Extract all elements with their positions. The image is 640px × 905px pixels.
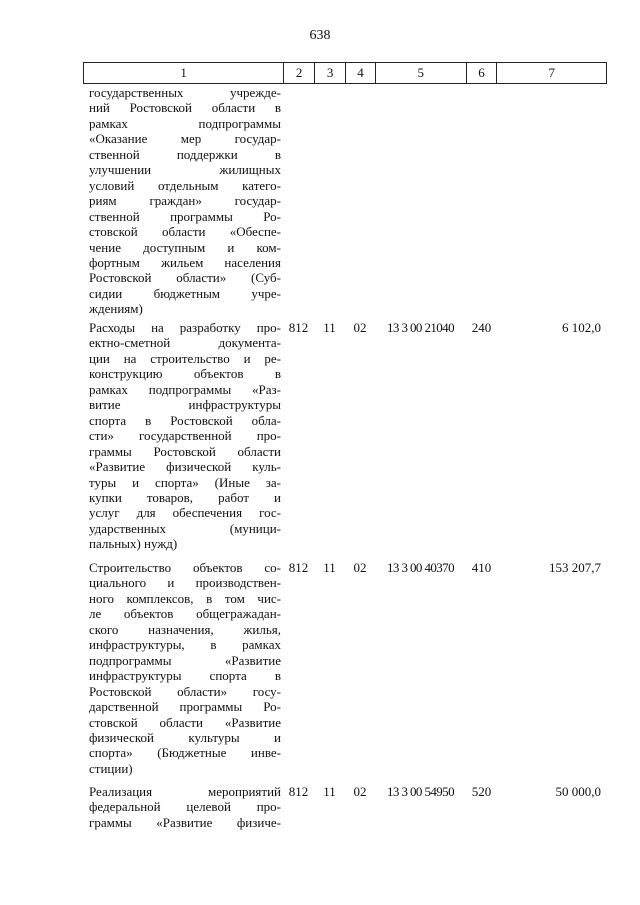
description-line: спорта» (Бюджетные инве- xyxy=(89,745,281,761)
description-line: «Оказание мер государ- xyxy=(89,131,281,147)
column-header: 3 xyxy=(314,63,345,83)
cell-c3 xyxy=(314,85,345,317)
description-line: рамках подпрограммы «Раз- xyxy=(89,381,281,397)
description-line: Расходы на разработку про- xyxy=(89,320,281,335)
table-row xyxy=(83,85,607,317)
cell-c2: 812 xyxy=(288,784,309,799)
description-line: государственных учрежде- xyxy=(89,85,281,100)
column-header: 1 xyxy=(180,65,187,80)
description-line: циального и производствен- xyxy=(89,575,281,591)
cell-c4: 02 xyxy=(353,320,367,335)
description-line: федеральной целевой про- xyxy=(89,799,281,815)
description-line: Строительство объектов со- xyxy=(89,560,281,575)
cell-c6: 410 xyxy=(471,560,492,575)
cell-c6 xyxy=(466,85,497,317)
description-line: стовской области «Развитие xyxy=(89,714,281,730)
row-description xyxy=(83,85,281,317)
description-line: ждениям) xyxy=(89,301,143,317)
cell-c5: 13 3 00 54950 xyxy=(387,784,454,799)
description-line: ного комплексов, в том чис- xyxy=(89,590,281,606)
description-line: ственной поддержки в xyxy=(89,146,281,162)
description-line: ударственных (муници- xyxy=(89,520,281,536)
table-row xyxy=(83,784,607,830)
description-line: ле объектов общегражадан- xyxy=(89,606,281,622)
cell-c4: 02 xyxy=(353,784,367,799)
description-line: стовской области «Обеспе- xyxy=(89,224,281,240)
cell-c3: 11 xyxy=(323,784,336,799)
cell-c7: 50 000,0 xyxy=(555,784,601,799)
description-line: дарственной программы Ро- xyxy=(89,699,281,715)
row-description xyxy=(83,784,281,830)
cell-c6: 240 xyxy=(471,320,492,335)
column-header: 2 xyxy=(283,63,314,83)
description-line: чение доступным и ком- xyxy=(89,239,281,255)
description-line: рамках подпрограммы xyxy=(89,115,281,131)
cell-c7 xyxy=(497,85,607,317)
cell-c3: 11 xyxy=(323,320,336,335)
column-header: 6 xyxy=(466,63,497,83)
row-description xyxy=(83,560,281,776)
description-line: Реализация мероприятий xyxy=(89,784,281,799)
description-line: «Развитие физической куль- xyxy=(89,459,281,475)
table-header xyxy=(83,62,607,84)
description-line: стиции) xyxy=(89,760,133,776)
description-line: витие инфраструктуры xyxy=(89,397,281,413)
column-header: 4 xyxy=(345,63,375,83)
description-line: ектно-сметной документа- xyxy=(89,335,281,351)
description-line: ского назначения, жилья, xyxy=(89,621,281,637)
cell-c6: 520 xyxy=(471,784,492,799)
description-line: подпрограммы «Развитие xyxy=(89,652,281,668)
cell-c5: 13 3 00 21040 xyxy=(387,320,454,335)
description-line: Ростовской области» (Суб- xyxy=(89,270,281,286)
description-line: туры и спорта» (Иные за- xyxy=(89,474,281,490)
table-row xyxy=(83,560,607,776)
column-header: 5 xyxy=(375,63,466,83)
description-line: условий отдельным катего- xyxy=(89,177,281,193)
description-line: ции на строительство и ре- xyxy=(89,350,281,366)
description-line: Ростовской области» госу- xyxy=(89,683,281,699)
description-line: ний Ростовской области в xyxy=(89,100,281,116)
description-line: граммы Ростовской области xyxy=(89,443,281,459)
description-line: спорта в Ростовской обла- xyxy=(89,412,281,428)
description-line: ственной программы Ро- xyxy=(89,208,281,224)
cell-c4 xyxy=(345,85,375,317)
description-line: сти» государственной про- xyxy=(89,428,281,444)
description-line: граммы «Развитие физиче- xyxy=(89,814,281,830)
cell-c7: 6 102,0 xyxy=(562,320,601,335)
cell-c2: 812 xyxy=(288,320,309,335)
cell-c7: 153 207,7 xyxy=(549,560,601,575)
cell-c5 xyxy=(375,85,466,317)
table-row xyxy=(83,320,607,552)
cell-c4: 02 xyxy=(353,560,367,575)
column-header: 7 xyxy=(496,63,606,83)
description-line: пальных) нужд) xyxy=(89,536,178,552)
cell-c3: 11 xyxy=(323,560,336,575)
description-line: фортным жильем населения xyxy=(89,254,281,270)
cell-c2: 812 xyxy=(288,560,309,575)
description-line: физической культуры и xyxy=(89,729,281,745)
description-line: инфраструктуры, в рамках xyxy=(89,637,281,653)
description-line: улучшении жилищных xyxy=(89,162,281,178)
cell-c5: 13 3 00 40370 xyxy=(387,560,454,575)
description-line: услуг для обеспечения гос- xyxy=(89,505,281,521)
description-line: риям граждан» государ- xyxy=(89,193,281,209)
description-line: инфраструктуры спорта в xyxy=(89,668,281,684)
row-description xyxy=(83,320,281,552)
cell-c2 xyxy=(283,85,314,317)
page-number: 638 xyxy=(309,28,331,43)
description-line: сидии бюджетным учре- xyxy=(89,285,281,301)
description-line: конструкцию объектов в xyxy=(89,366,281,382)
description-line: купки товаров, работ и xyxy=(89,489,281,505)
